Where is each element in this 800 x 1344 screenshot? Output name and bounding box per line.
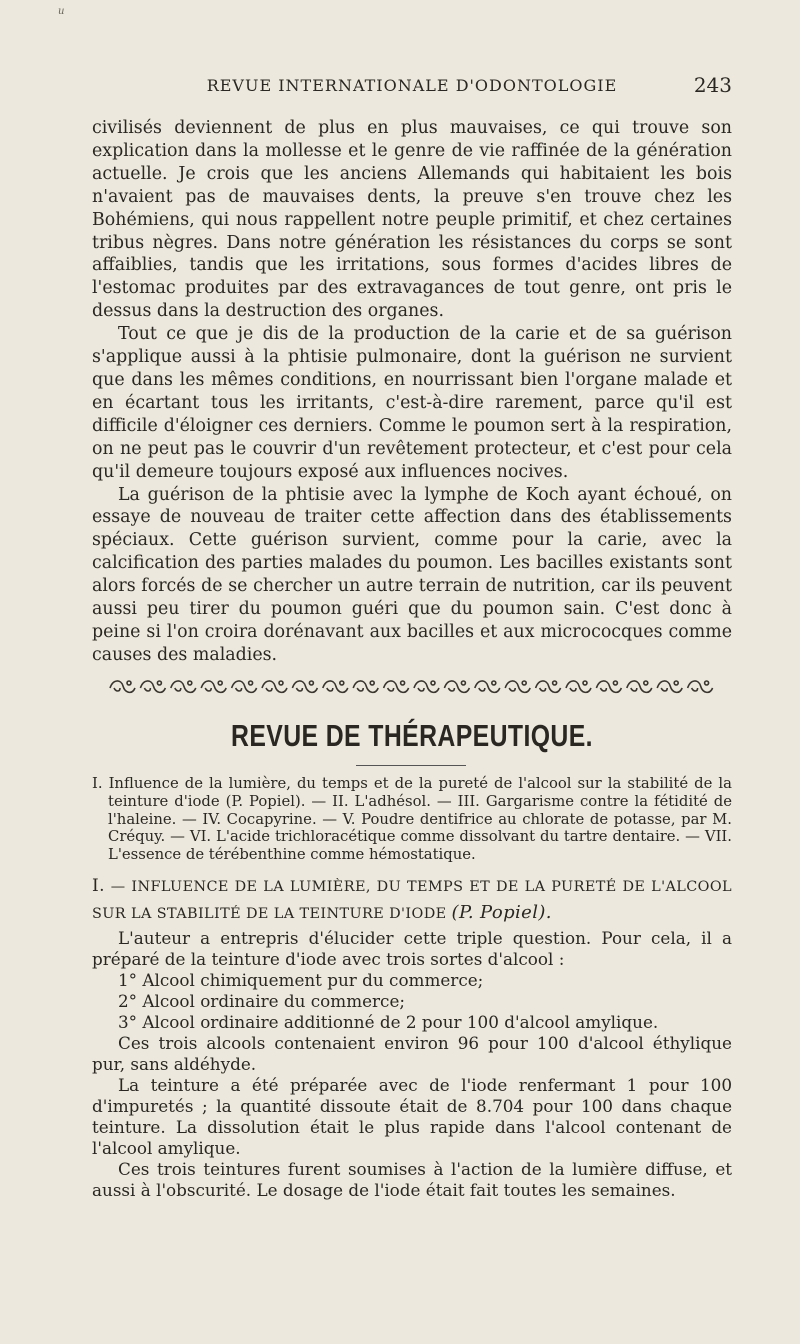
list-item: 2° Alcool ordinaire du commerce; xyxy=(118,991,406,1011)
body-text-top xyxy=(92,117,732,667)
ornament-dot xyxy=(218,681,222,685)
ornament-dot xyxy=(613,681,617,685)
ornament-icon xyxy=(108,677,716,699)
paragraph: L'auteur a entrepris d'élucider cette triple question. Pour cela, il a préparé de la teinture d'iode avec trois sortes d'alcool : xyxy=(92,928,732,969)
paragraph: Tout ce que je dis de la production de la carie et de sa guérison s'applique aussi à la phtisie pulmonaire, dont la guérison ne survient que dans les mêmes conditions, en nourrissant bien l'organe malade et en écartant tous les irritants, c'est-à-dire rarement, parce qu'il est difficile d'éloigner ces derniers. Comme le poumon sert à la respiration, on ne peut pas le couvrir d'un revêtement protecteur, et c'est pour cela qu'il demeure toujours exposé aux influences nocives. xyxy=(92,324,732,482)
paragraph: La guérison de la phtisie avec la lymphe de Koch ayant échoué, on essaye de nouveau de traiter cette affection dans des établissements spéciaux. Cette guérison survient, comme pour la carie, avec la calcification des parties malades du poumon. Les bacilles existants sont alors forcés de se chercher un autre terrain de nutrition, car ils peuvent aussi peu tirer du poumon guéri que du poumon sain. C'est donc à peine si l'on croira dorénavant aux bacilles et aux micrococques comme causes des maladies. xyxy=(92,484,732,665)
ornament-dot xyxy=(370,681,374,685)
article-number: I. xyxy=(92,876,105,896)
article-dash: — xyxy=(110,879,126,895)
paragraph: Ces trois alcools contenaient environ 96 pour 100 d'alcool éthylique pur, sans aldéhyde. xyxy=(92,1033,732,1074)
ornament-dot xyxy=(188,681,192,685)
article-title: INFLUENCE DE LA LUMIÈRE, DU TEMPS ET DE LA PURETÉ DE L'ALCOOL SUR LA STABILITÉ DE LA TEINTURE D'IODE xyxy=(92,879,732,922)
ornament-dot xyxy=(553,681,557,685)
title-rule xyxy=(356,765,466,766)
ornament-dot xyxy=(279,681,283,685)
ornament-dot xyxy=(340,681,344,685)
running-head: REVUE INTERNATIONALE D'ODONTOLOGIE xyxy=(206,76,618,95)
ornament-dot xyxy=(705,681,709,685)
list-item: 3° Alcool ordinaire additionné de 2 pour 100 d'alcool amylique. xyxy=(118,1012,659,1032)
article-body xyxy=(92,928,732,1201)
article-author: (P. Popiel). xyxy=(451,902,552,923)
list-item: 1° Alcool chimiquement pur du commerce; xyxy=(118,970,484,990)
paragraph: Ces trois teintures furent soumises à l'action de la lumière diffuse, et aussi à l'obscurité. Le dosage de l'iode était fait toutes les semaines. xyxy=(92,1159,732,1200)
ornament-dot xyxy=(583,681,587,685)
section-title: REVUE DE THÉRAPEUTIQUE. xyxy=(231,718,593,753)
page-number: 243 xyxy=(693,73,732,97)
ornament-dot xyxy=(644,681,648,685)
article-heading xyxy=(92,874,732,927)
ornament-dot xyxy=(461,681,465,685)
page-header xyxy=(92,73,732,103)
ornament-dot xyxy=(401,681,405,685)
corner-mark: u xyxy=(58,6,65,17)
paragraph: La teinture a été préparée avec de l'iode renfermant 1 pour 100 d'impuretés ; la quantité dissoute était de 8.704 pour 100 dans chaque teinture. La dissolution était le plus rapide dans l'alcool contenant de l'alcool amylique. xyxy=(92,1075,732,1158)
ornament-dot xyxy=(674,681,678,685)
paragraph: civilisés deviennent de plus en plus mauvaises, ce qui trouve son explication dans la mollesse et le genre de vie raffinée de la génération actuelle. Je crois que les anciens Allemands qui habitaient les bois n'avaient pas de mauvaises dents, la preuve s'en trouve chez les Bohémiens, qui nous rappellent notre peuple primitif, et chez certaines tribus nègres. Dans notre génération les résistances du corps se sont affaiblies, tandis que les irritations, sous formes d'acides libres de l'estomac produites par des extravagances de tout genre, ont pris le dessus dans la destruction des organes. xyxy=(92,118,732,322)
ornament-dot xyxy=(249,681,253,685)
ornament-dot xyxy=(127,681,131,685)
ornament-dot xyxy=(492,681,496,685)
ornament-dot xyxy=(157,681,161,685)
ornament-dot xyxy=(522,681,526,685)
summary-text: I. Influence de la lumière, du temps et de la pureté de l'alcool sur la stabilité de la teinture d'iode (P. Popiel). — II. L'adhésol. — III. Gargarisme contre la fétidité de l'haleine. — IV. Cocapyrine. — V. Poudre dentifrice au chlorate de potasse, par M. Créquy. — VI. L'acide trichloracétique comme dissolvant du tartre dentaire. — VII. L'essence de térébenthine comme hémostatique. xyxy=(92,775,732,864)
ornament-dot xyxy=(309,681,313,685)
section-summary xyxy=(92,775,732,864)
ornamental-divider xyxy=(108,677,716,699)
ornament-dot xyxy=(431,681,435,685)
